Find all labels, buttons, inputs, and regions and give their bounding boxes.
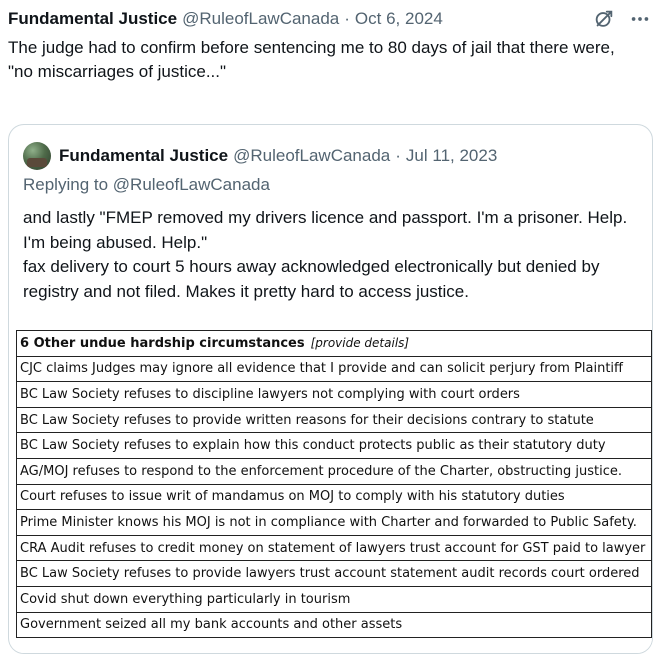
form-row-text: AG/MOJ refuses to respond to the enforcement procedure of the Charter, obstructing justice. [17,458,652,484]
form-heading-text: 6 Other undue hardship circumstances [20,335,305,351]
tweet-header [8,6,653,32]
form-heading-hint: [provide details] [310,335,410,350]
form-row-text: BC Law Society refuses to provide lawyers trust account statement audit records court ordered [17,561,652,587]
table-row [17,535,652,561]
form-row-text: CRA Audit refuses to credit money on statement of lawyers trust account for GST paid to lawyer [17,535,652,561]
form-row-text: Prime Minister knows his MOJ is not in compliance with Charter and forwarded to Public Safety. [17,510,652,536]
tweet-text: The judge had to confirm before sentencing me to 80 days of jail that there were, "no miscarriages of justice..." [8,38,615,81]
hardship-form-table [16,330,652,638]
replying-to-mention[interactable]: @RuleofLawCanada [112,175,270,194]
quoted-tweet-text: and lastly "FMEP removed my drivers licence and passport. I'm a prisoner. Help. I'm being abused. Help." fax delivery to court 5 hours away acknowledged electronically but denied by registry and not filed. Makes it pretty hard to access justice. [23,208,628,301]
quoted-tweet[interactable] [8,124,653,654]
table-row [17,510,652,536]
author-handle[interactable]: @RuleofLawCanada [182,9,340,28]
header-actions [593,6,651,32]
form-row-text: CJC claims Judges may ignore all evidence that I provide and can solicit perjury from Plaintiff [17,356,652,382]
table-row [17,382,652,408]
table-row [17,458,652,484]
separator-dot: · [395,146,401,165]
tweet-date[interactable]: Oct 6, 2024 [354,9,443,28]
form-row-text: Covid shut down everything particularly in tourism [17,586,652,612]
replying-to-label: Replying to [23,175,109,194]
author-name[interactable]: Fundamental Justice [8,9,178,28]
separator-dot: · [344,9,350,28]
more-icon[interactable] [629,8,651,30]
table-row [17,356,652,382]
table-row [17,484,652,510]
table-row [17,586,652,612]
table-row [17,612,652,638]
form-row-text: BC Law Society refuses to provide written reasons for their decisions contrary to statute [17,407,652,433]
quoted-author-handle[interactable]: @RuleofLawCanada [233,146,391,165]
form-heading [17,331,652,357]
form-row-text: Government seized all my bank accounts and other assets [17,612,652,638]
form-row-text: BC Law Society refuses to explain how this conduct protects public as their statutory duty [17,433,652,459]
avatar[interactable] [23,142,51,170]
form-row-text: BC Law Society refuses to discipline lawyers not complying with court orders [17,382,652,408]
grok-icon[interactable] [593,8,615,30]
table-row [17,407,652,433]
quoted-tweet-header [23,141,642,171]
form-row-text: Court refuses to issue writ of mandamus on MOJ to comply with his statutory duties [17,484,652,510]
replying-to [23,175,270,195]
table-row [17,561,652,587]
quoted-author-name[interactable]: Fundamental Justice [59,146,229,165]
table-row [17,433,652,459]
form-heading-row [17,331,652,357]
attached-form-image[interactable] [12,328,652,654]
quoted-tweet-date[interactable]: Jul 11, 2023 [405,146,498,165]
